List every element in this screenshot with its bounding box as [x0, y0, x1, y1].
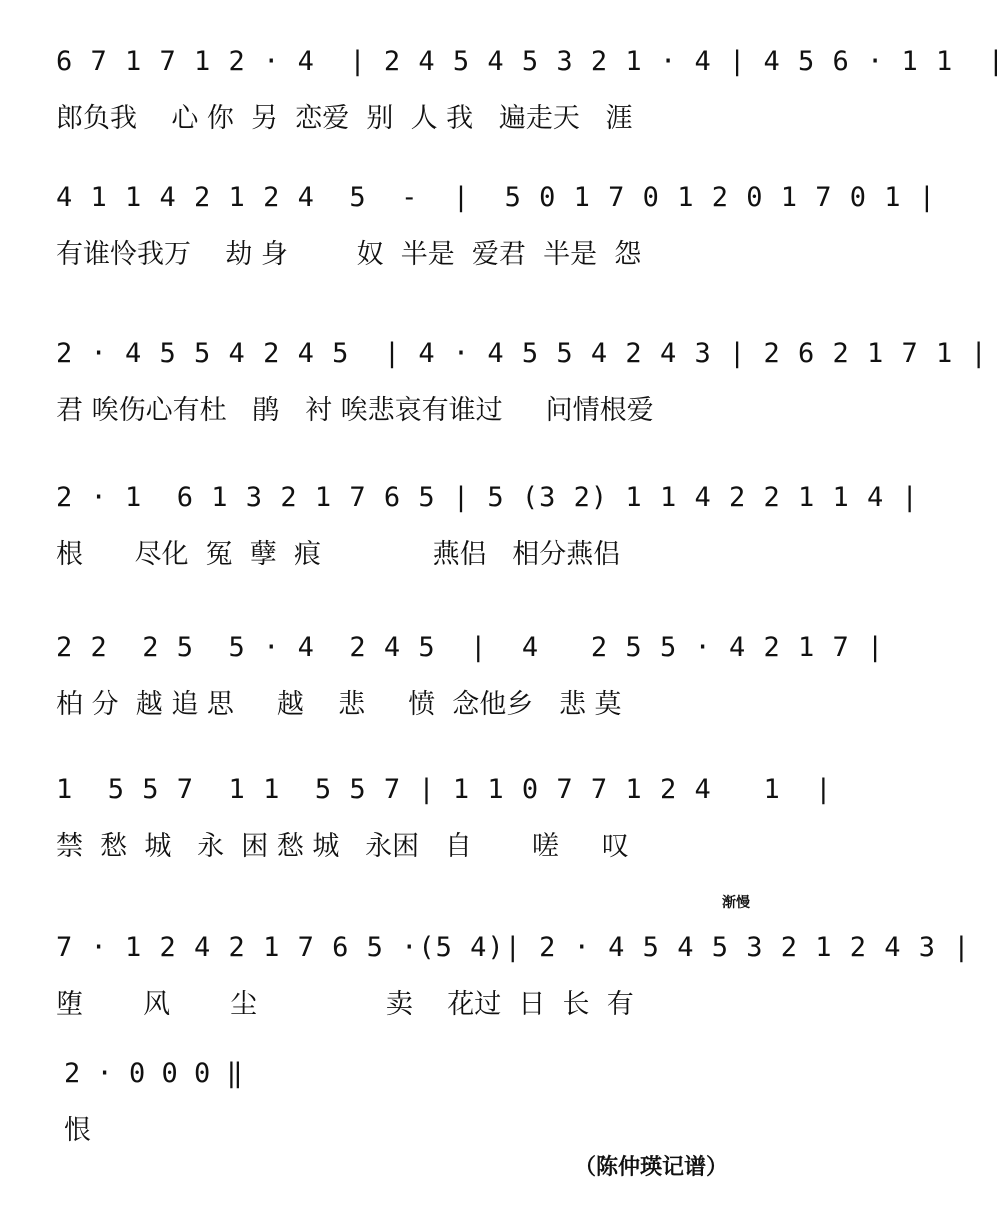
final-lyric: 恨 — [64, 1115, 91, 1146]
notation-line: 7 · 1 2 4 2 1 7 6 5 ·(5 4)| 2 · 4 5 4 5 3 2 1 2 4 3 | — [56, 932, 971, 963]
transcriber-credit: （陈仲瑛记谱） — [574, 1155, 729, 1180]
tempo-marking: 渐慢 — [722, 895, 750, 911]
lyric-line: 郎负我 心 你 另 恋爱 别 人 我 遍走天 涯 — [56, 103, 633, 134]
lyric-line: 禁 愁 城 永 困 愁 城 永困 自 嗟 叹 — [56, 831, 629, 862]
final-notation: 2 · 0 0 0 ‖ — [64, 1058, 243, 1089]
lyric-line: 根 尽化 冤 孽 痕 燕侣 相分燕侣 — [56, 539, 621, 570]
notation-line: 6 7 1 7 1 2 · 4 | 2 4 5 4 5 3 2 1 · 4 | 4 5 6 · 1 1 | — [56, 46, 1005, 77]
notation-line: 2 · 1 6 1 3 2 1 7 6 5 | 5 (3 2) 1 1 4 2 2 1 1 4 | — [56, 482, 919, 513]
lyric-line: 堕 风 尘 卖 花过 日 长 有 — [56, 989, 634, 1020]
lyric-line: 柏 分 越 追 思 越 悲 愤 念他乡 悲 莫 — [56, 689, 622, 720]
notation-line: 2 · 4 5 5 4 2 4 5 | 4 · 4 5 5 4 2 4 3 | 2 6 2 1 7 1 | — [56, 338, 988, 369]
notation-line: 4 1 1 4 2 1 2 4 5 - | 5 0 1 7 0 1 2 0 1 7 0 1 | — [56, 182, 937, 213]
lyric-line: 有谁怜我万 劫 身 奴 半是 爱君 半是 怨 — [56, 239, 642, 270]
lyric-line: 君 唉伤心有杜 鹃 衬 唉悲哀有谁过 问情根爱 — [56, 395, 654, 426]
notation-line: 1 5 5 7 1 1 5 5 7 | 1 1 0 7 7 1 2 4 1 | — [56, 774, 833, 805]
notation-line: 2 2 2 5 5 · 4 2 4 5 | 4 2 5 5 · 4 2 1 7 | — [56, 632, 885, 663]
